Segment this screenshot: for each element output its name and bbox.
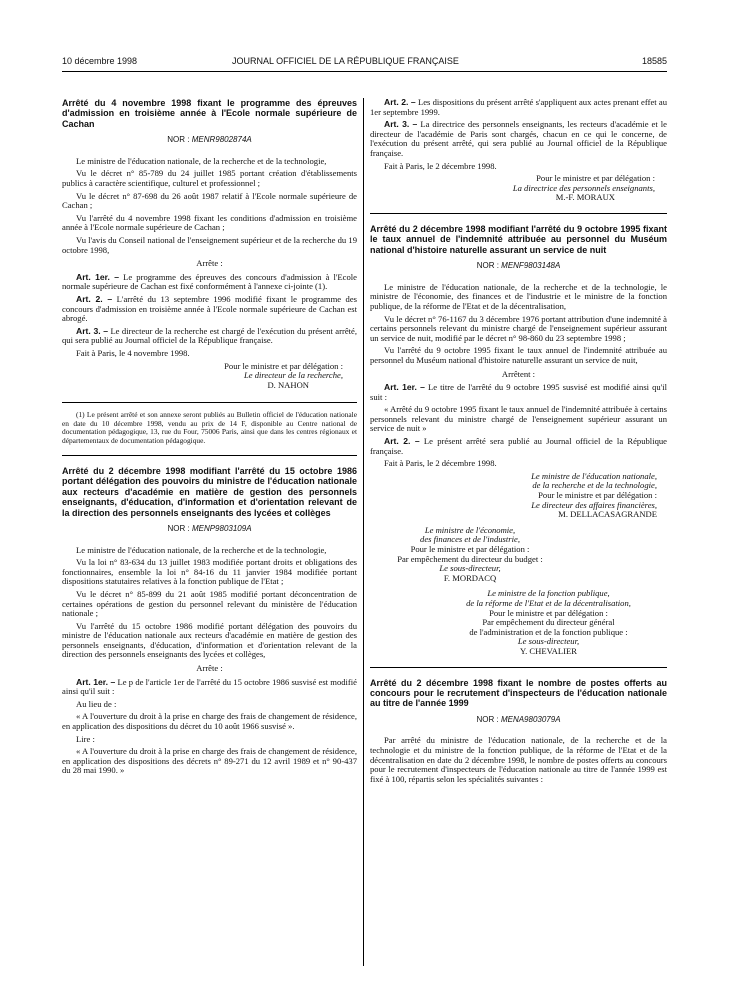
section-rule [62, 455, 357, 456]
signature-block-education: Le ministre de l'éducation nationale, de la recherche et de la technologie, Pour le ministre et par délégation : Le directeur des affaires financières, M. DELLACASAGRANDE [370, 472, 657, 520]
decree-title: Arrêté du 2 décembre 1998 modifiant l'arrêté du 15 octobre 1986 portant délégation des pouvoirs du ministre de l'éducation nationale aux recteurs d'académie en matière de gestion des personnels enseignants, d'éducation, d'information et d'orientation relevant de la direction des personnels enseignants des lycées et collèges [62, 465, 357, 518]
signatory-name: D. NAHON [267, 379, 309, 390]
lire: Lire : [76, 733, 95, 744]
section-rule [370, 213, 667, 214]
header-journal-title: JOURNAL OFFICIEL DE LA RÉPUBLIQUE FRANÇAISE [232, 56, 459, 66]
nor-reference: NOR : MENP9803109A [167, 523, 252, 533]
decree-inspecteurs-postes [370, 678, 667, 785]
quote-old: « A l'ouverture du droit à la prise en charge des frais de changement de résidence, en application des dispositions du décret du 10 août 1966 susvisé ». [62, 711, 357, 732]
decree-ens-cachan [62, 98, 357, 445]
page-header [62, 56, 667, 70]
decree-delegation-recteurs [62, 466, 357, 776]
visa: Vu l'arrêté du 9 octobre 1995 fixant le taux annuel de l'indemnité attribuée au personnel du Muséum national d'histoire naturelle assurant un service de nuit, [370, 345, 667, 365]
nor-reference: NOR : MENF9803148A [476, 261, 561, 271]
decree-delegation-recteurs-cont [370, 98, 667, 203]
decree-title: Arrêté du 4 novembre 1998 fixant le programme des épreuves d'admission en troisième année à l'Ecole normale supérieure de Cachan [62, 98, 357, 129]
body-paragraph: Par arrêté du ministre de l'éducation nationale, de la recherche et de la technologie et du ministre de la fonction publique, de la réforme de l'Etat et de la décentralisation en date du 2 décembre 1998, le nombre de postes offerts au concours pour le recrutement d'inspecteurs de l'éducation nationale au titre de l'année 1999 est fixé à 100, répartis selon les spécialités suivantes : [370, 735, 667, 784]
visa: Vu l'arrêté du 15 octobre 1986 modifié portant délégation des pouvoirs du ministre de l'éducation nationale aux recteurs d'académie en matière de gestion des personnels enseignants, d'éducation, d'information et d'orientation relevant de la direction des personnels enseignants des lycées et collèges, [62, 620, 357, 660]
signature-block-fonction-publique: Le ministre de la fonction publique, de la réforme de l'Etat et de la décentralisation, Pour le ministre et par délégation : Par empêchement du directeur général de l'administration et de la fonction publique : Le sous-directeur, Y. CHEVALIER [430, 589, 667, 656]
preamble: Le ministre de l'éducation nationale, de la recherche et de la technologie, [76, 155, 327, 166]
arrete-heading: Arrête : [196, 663, 223, 674]
article-2: Art. 2. – L'arrêté du 13 septembre 1996 modifié fixant le programme des concours d'admission en troisième année à l'Ecole normale supérieure de Cachan est abrogé. [62, 293, 357, 324]
article-1: Art. 1er. – Le titre de l'arrêté du 9 octobre 1995 susvisé est modifié ainsi qu'il suit : [370, 382, 668, 402]
article-1: Art. 1er. – Le programme des épreuves des concours d'admission à l'Ecole normale supérieure de Cachan est fixé conformément à l'annexe ci-jointe (1). [62, 271, 357, 292]
article-1: Art. 1er. – Le p de l'article 1er de l'arrêté du 15 octobre 1986 susvisé est modifié ainsi qu'il suit : [62, 676, 357, 697]
decree-title: Arrêté du 2 décembre 1998 fixant le nombre de postes offerts au concours pour le recrutement d'inspecteurs de l'éducation nationale au titre de l'année 1999 [370, 677, 667, 709]
signing-date: Fait à Paris, le 2 décembre 1998. [384, 458, 497, 469]
decree-title: Arrêté du 2 décembre 1998 modifiant l'arrêté du 9 octobre 1995 fixant le taux annuel de l'indemnité attribuée au personnel du Muséum national d'histoire naturelle assurant un service de nuit [370, 223, 667, 255]
signature-block-economy: Le ministre de l'économie, des finances et de l'industrie, Pour le ministre et par délégation : Par empêchement du directeur du budget : Le sous-directeur, F. MORDACQ [370, 526, 570, 584]
header-date: 10 décembre 1998 [62, 56, 138, 66]
visa: Vu la loi n° 83-634 du 13 juillet 1983 modifiée portant droits et obligations des fonctionnaires, ensemble la loi n° 84-16 du 11 janvier 1984 modifiée portant dispositions statutaires relatives à la fonction publique de l'Etat ; [62, 557, 357, 587]
quoted-title: « Arrêté du 9 octobre 1995 fixant le taux annuel de l'indemnité attribuée à certains personnels relevant du ministre chargé de l'enseignement supérieur assurant un service de nuit » [370, 404, 667, 434]
header-rule [62, 71, 667, 72]
column-divider [363, 98, 364, 966]
right-column [370, 98, 667, 787]
signatory-name: F. MORDACQ [443, 572, 497, 583]
article-2: Art. 2. – Les dispositions du présent arrêté s'appliquent aux actes prenant effet au 1er septembre 1999. [370, 97, 667, 117]
quote-new: « A l'ouverture du droit à la prise en charge des frais de changement de résidence, en application des dispositions des décrets n° 89-271 du 12 avril 1989 et n° 90-437 du 28 mai 1990. » [62, 746, 357, 776]
preamble: Le ministre de l'éducation nationale, de la recherche et de la technologie, le ministre de l'économie, des finances et de l'industrie et le ministre de la fonction publique, de la réforme de l'Etat et de la décentralisation, [370, 281, 667, 311]
arrete-heading: Arrête : [196, 258, 223, 269]
signatory-name: M. DELLACASAGRANDE [558, 509, 657, 520]
left-column [62, 98, 357, 779]
signature-block: Pour le ministre et par délégation : La directrice des personnels enseignants, M.-F. MORAUX [370, 174, 655, 203]
nor-reference: NOR : MENR9802874A [167, 135, 252, 145]
visa: Vu l'avis du Conseil national de l'enseignement supérieur et de la recherche du 19 octobre 1998, [62, 234, 357, 255]
article-2: Art. 2. – Le présent arrêté sera publié au Journal officiel de la République française. [370, 436, 667, 456]
header-page-number: 18585 [641, 56, 667, 66]
arretent-heading: Arrêtent : [501, 368, 536, 379]
visa: Vu le décret n° 87-698 du 26 août 1987 relatif à l'Ecole normale supérieure de Cachan ; [62, 190, 357, 211]
signatory-name: Y. CHEVALIER [520, 645, 577, 656]
article-3: Art. 3. – Le directeur de la recherche est chargé de l'exécution du présent arrêté, qui sera publié au Journal officiel de la République française. [62, 325, 357, 346]
visa: Vu l'arrêté du 4 novembre 1998 fixant les conditions d'admission en troisième année à l'Ecole normale supérieure de Cachan ; [62, 212, 357, 233]
section-rule [370, 667, 667, 668]
signing-date: Fait à Paris, le 2 décembre 1998. [384, 160, 497, 171]
footnote: (1) Le présent arrêté et son annexe seront publiés au Bulletin officiel de l'éducation nationale en date du 10 décembre 1998, vendu au prix de 14 F, disponible au Centre national de documentation pédagogique, 13, rue du Four, 75006 Paris, ainsi que dans les centres régionaux et départementaux de documentation pédagogique. [62, 410, 357, 445]
visa: Vu le décret n° 76-1167 du 3 décembre 1976 portant attribution d'une indemnité à certains personnels relevant du ministre chargé de l'enseignement supérieur assurant un service de nuit, modifié par le décret n° 98-860 du 23 septembre 1998 ; [370, 313, 667, 343]
visa: Vu le décret n° 85-899 du 21 août 1985 modifié portant déconcentration de certaines opérations de gestion du personnel relevant du ministère de l'éducation nationale ; [62, 588, 357, 619]
visa: Vu le décret n° 85-789 du 24 juillet 1985 portant création d'établissements publics à caractère scientifique, culturel et professionnel ; [62, 168, 357, 188]
au-lieu-de: Au lieu de : [76, 698, 117, 709]
article-3: Art. 3. – La directrice des personnels enseignants, les recteurs d'académie et le directeur de l'académie de Paris sont chargés, chacun en ce qui le concerne, de l'exécution du présent arrêté, qui sera publié au Journal officiel de la République française. [370, 119, 667, 158]
signing-date: Fait à Paris, le 4 novembre 1998. [76, 347, 190, 358]
decree-museum-night-service [370, 224, 667, 657]
footnote-rule [62, 402, 357, 403]
preamble: Le ministre de l'éducation nationale, de la recherche et de la technologie, [76, 544, 327, 555]
signature-block: Pour le ministre et par délégation : Le directeur de la recherche, D. NAHON [62, 362, 343, 391]
nor-reference: NOR : MENA9803079A [476, 714, 561, 724]
signatory-name: M.-F. MORAUX [555, 192, 615, 203]
